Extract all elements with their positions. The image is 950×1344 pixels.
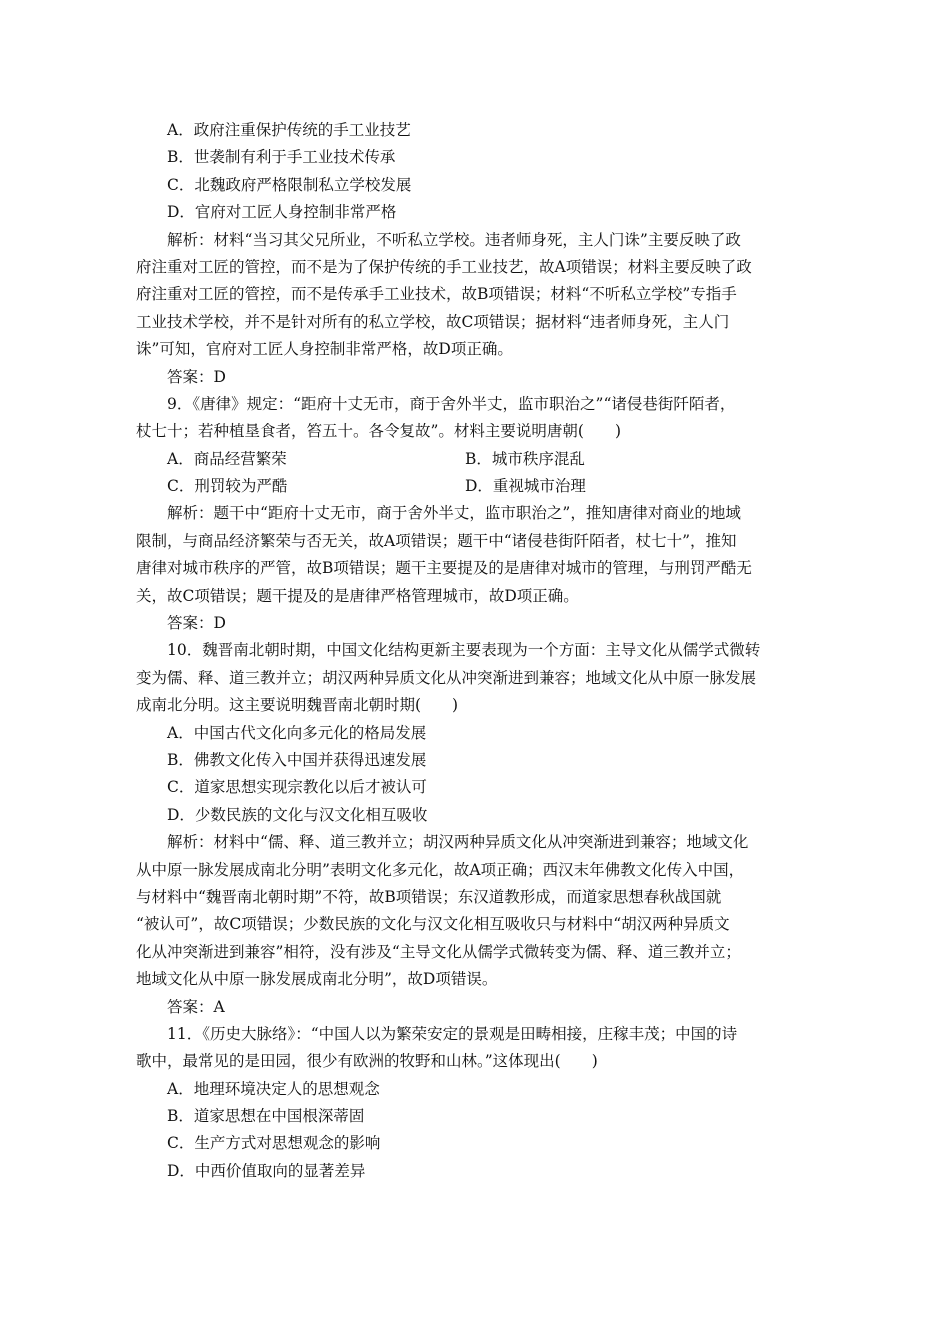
analysis-line: 与材料中“魏晋南北朝时期”不符，故B项错误；东汉道教形成，而道家思想春秋战国就 — [136, 887, 722, 906]
analysis-line: 唐律对城市秩序的严管，故B项错误；题干主要提及的是唐律对城市的管理，与刑罚严酷无 — [136, 559, 752, 578]
question-stem: 变为儒、释、道三教并立；胡汉两种异质文化从冲突渐进到兼容；地域文化从中原一脉发展 — [136, 668, 757, 687]
option-b: B．佛教文化传入中国并获得迅速发展 — [167, 750, 427, 769]
option-c: C．北魏政府严格限制私立学校发展 — [167, 175, 412, 194]
document-content — [136, 117, 826, 1185]
option-b: B．道家思想在中国根深蒂固 — [167, 1107, 365, 1126]
question-stem: 11．《历史大脉络》：“中国人以为繁荣安定的景观是田畴相接，庄稼丰茂；中国的诗 — [167, 1024, 738, 1043]
option-d: D．少数民族的文化与汉文化相互吸收 — [167, 805, 428, 824]
question-10 — [136, 637, 826, 1020]
analysis-line: 从中原一脉发展成南北分明”表明文化多元化，故A项正确；西汉末年佛教文化传入中国， — [136, 860, 745, 879]
option-a: A．中国古代文化向多元化的格局发展 — [167, 723, 427, 742]
option-d: D．官府对工匠人身控制非常严格 — [167, 203, 397, 222]
option-c: C．道家思想实现宗教化以后才被认可 — [167, 778, 427, 797]
analysis-line: 地域文化从中原一脉发展成南北分明”，故D项错误。 — [136, 970, 498, 989]
question-stem: 成南北分明。这主要说明魏晋南北朝时期( ) — [136, 696, 459, 715]
analysis-line: 解析：材料“当习其父兄所业，不听私立学校。违者师身死，主人门诛”主要反映了政 — [167, 230, 741, 249]
analysis-line: 解析：材料中“儒、释、道三教并立；胡汉两种异质文化从冲突渐进到兼容；地域文化 — [167, 833, 749, 852]
option-d: D．中西价值取向的显著差异 — [167, 1161, 366, 1180]
analysis-line: “被认可”，故C项错误；少数民族的文化与汉文化相互吸收只与材料中“胡汉两种异质文 — [136, 915, 730, 934]
question-9 — [136, 391, 826, 638]
analysis-line: 关，故C项错误；题干提及的是唐律严格管理城市，故D项正确。 — [136, 586, 579, 605]
analysis-line: 化从冲突渐进到兼容”相符，没有涉及“主导文化从儒学式微转变为儒、释、道三教并立； — [136, 942, 741, 961]
question-8 — [136, 117, 826, 391]
analysis-line: 解析：题干中“距府十丈无市，商于舍外半丈，监市职治之”，推知唐律对商业的地域 — [167, 504, 741, 523]
option-b: B．世袭制有利于手工业技术传承 — [167, 148, 396, 167]
answer: 答案：D — [167, 614, 226, 633]
question-stem: 歌中，最常见的是田园，很少有欧洲的牧野和山林。”这体现出( ) — [136, 1052, 598, 1071]
question-stem: 9．《唐律》规定：“距府十丈无市，商于舍外半丈，监市职治之”“诸侵巷街阡陌者， — [167, 394, 736, 413]
question-stem: 杖七十；若种植垦食者，笞五十。各令复故”。材料主要说明唐朝( ) — [136, 422, 622, 441]
option-d: D．重视城市治理 — [465, 477, 586, 496]
option-a: A．地理环境决定人的思想观念 — [167, 1079, 380, 1098]
analysis-line: 限制，与商品经济繁荣与否无关，故A项错误；题干中“诸侵巷街阡陌者，杖七十”，推知 — [136, 531, 737, 550]
analysis-line: 工业技术学校，并不是针对所有的私立学校，故C项错误；据材料“违者师身死，主人门 — [136, 312, 730, 331]
analysis-line: 府注重对工匠的管控，而不是传承手工业技术，故B项错误；材料“不听私立学校”专指手 — [136, 285, 737, 304]
option-c: C．生产方式对思想观念的影响 — [167, 1134, 381, 1153]
option-c: C．刑罚较为严酷 — [167, 477, 288, 496]
option-a: A．商品经营繁荣 — [167, 449, 287, 468]
analysis-line: 诛”可知，官府对工匠人身控制非常严格，故D项正确。 — [136, 340, 513, 359]
question-11 — [136, 1021, 826, 1185]
option-b: B．城市秩序混乱 — [465, 449, 585, 468]
question-stem: 10．魏晋南北朝时期，中国文化结构更新主要表现为一个方面：主导文化从儒学式微转 — [167, 641, 761, 660]
option-a: A．政府注重保护传统的手工业技艺 — [167, 121, 411, 139]
answer: 答案：A — [167, 997, 225, 1016]
options-row — [136, 446, 826, 473]
options-row — [136, 473, 826, 500]
analysis-line: 府注重对工匠的管控，而不是为了保护传统的手工业技艺，故A项错误；材料主要反映了政 — [136, 257, 752, 276]
answer: 答案：D — [167, 367, 226, 386]
